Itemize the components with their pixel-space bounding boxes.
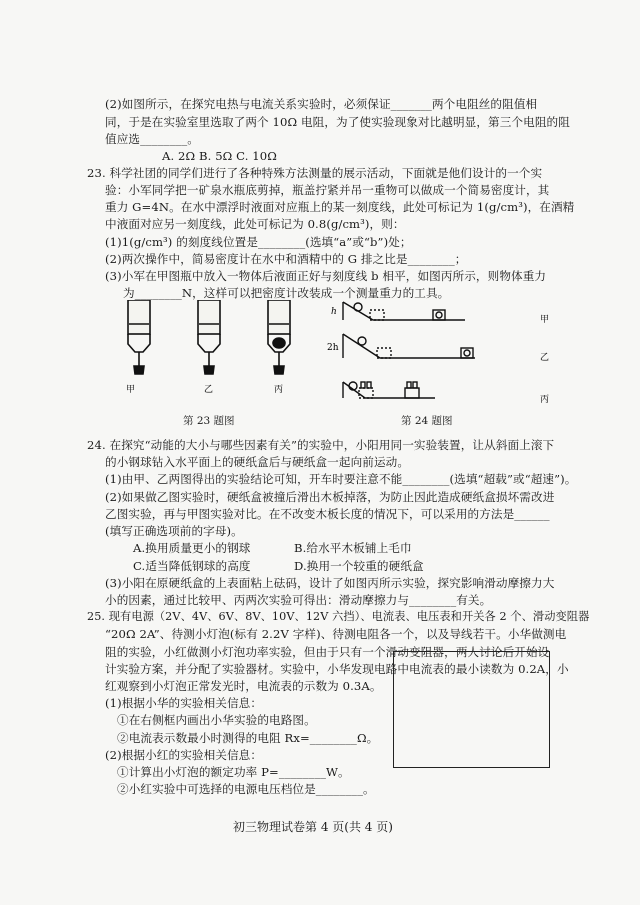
fig24-label-bing: 丙 — [540, 395, 550, 405]
incline-bing — [343, 382, 435, 398]
q24-line1: 24. 在探究“动能的大小与哪些因素有关”的实验中，小阳用同一实验装置，让从斜面上滚下 — [87, 438, 555, 452]
q24-sub2-line3: (填写正确选项前的字母)。 — [105, 524, 243, 538]
q25-sub1b: ②电流表示数最小时测得的电阻 Rx=________Ω。 — [117, 731, 379, 745]
q25-line1: 25. 现有电源（2V、4V、6V、8V、10V、12V 六挡）、电流表、电压表和开关各 2 个、滑动变阻器 — [87, 610, 590, 623]
q25-sub2a: ①计算出小灯泡的额定功率 P=________W。 — [117, 765, 350, 779]
q23-sub3-line2: 为________N，这样可以把密度计改装成一个测量重力的工具。 — [123, 286, 450, 300]
fig24-label-yi: 乙 — [540, 353, 550, 363]
figure-23-caption: 第 23 题图 — [183, 415, 235, 427]
q23-sub3-line1: (3)小军在甲图瓶中放入一物体后液面正好与刻度线 b 相平，如图丙所示，则物体重力 — [105, 269, 547, 283]
q24-sub2-line1: (2)如果做乙图实验时，硬纸盒被撞后滑出木板掉落，为防止因此造成硬纸盒损坏需改进 — [105, 490, 555, 504]
q24-line2: 的小钢球钻入水平面上的硬纸盒后与硬纸盒一起向前运动。 — [105, 455, 410, 469]
q24-option-d: D.换用一个较重的硬纸盒 — [294, 559, 424, 573]
bottle-jia — [128, 300, 150, 374]
q25-line2: “20Ω 2A”、待测小灯泡(标有 2.2V 字样)、待测电阻各一个，以及导线若干。小华做测电 — [105, 627, 567, 641]
page-footer: 初三物理试卷第 4 页(共 4 页) — [233, 820, 393, 834]
q22-part2-line3: 值应选________。 — [105, 132, 199, 146]
circuit-diagram-answer-box[interactable] — [393, 651, 550, 768]
figure-24-inclines — [325, 300, 560, 410]
q23-sub1: (1)1(g/cm³) 的刻度线位置是________(选填“a”或“b”)处； — [105, 235, 412, 249]
fig23-label-yi: 乙 — [204, 385, 214, 395]
fig24-label-jia: 甲 — [540, 315, 550, 325]
q24-sub1: (1)由甲、乙两图得出的实验结论可知，开车时要注意不能________(选填“超载”或“超速”)。 — [105, 472, 577, 486]
incline-jia — [343, 302, 465, 320]
q25-line5: 红观察到小灯泡正常发光时，电流表的示数为 0.3A。 — [105, 679, 382, 693]
q25-line3: 阻的实验，小红做测小灯泡功率实验，但由于只有一个滑动变阻器，两人讨论后开始设 — [105, 645, 550, 659]
q23-line1: 23. 科学社团的同学们进行了各种特殊方法测量的展示活动，下面就是他们设计的一个实 — [87, 166, 543, 180]
q24-option-b: B.给水平木板铺上毛巾 — [294, 541, 412, 555]
q24-sub2-line2: 乙图实验，再与甲图实验对比。在不改变木板长度的情况下，可以采用的方法是______ — [105, 507, 550, 521]
figure-24-caption: 第 24 题图 — [401, 415, 453, 427]
q24-option-a: A.换用质量更小的钢球 — [133, 541, 251, 555]
q24-sub3-line2: 小的因素，通过比较甲、丙两次实验可得出：滑动摩擦力与________有关。 — [105, 593, 492, 607]
bottle-bing — [268, 300, 290, 374]
figure-23-bottles — [100, 300, 330, 400]
q25-line4: 计实验方案，并分配了实验器材。实验中，小华发现电路中电流表的最小读数为 0.2A，小 — [105, 662, 569, 676]
incline-yi — [343, 334, 475, 358]
q23-line3: 重力 G=4N。在水中漂浮时液面对应瓶上的某一刻度线，此处可标记为 1(g/cm³)，在酒精 — [105, 200, 575, 214]
q22-part2-line2: 同，于是在实验室里选取了两个 10Ω 电阻，为了使实验现象对比越明显，第三个电阻的阻 — [105, 115, 570, 129]
q22-options: A. 2Ω B. 5Ω C. 10Ω — [162, 149, 277, 163]
q25-sub2: (2)根据小红的实验相关信息： — [105, 748, 263, 762]
fig23-label-bing: 丙 — [274, 385, 284, 395]
q23-sub2: (2)两次操作中，简易密度计在水中和酒精中的 G 排之比是________； — [105, 252, 467, 266]
q23-line4: 中液面对应另一刻度线，此处可标记为 0.8(g/cm³)，则： — [105, 217, 405, 231]
q25-sub1a: ①在右侧框内画出小华实验的电路图。 — [117, 713, 316, 727]
q22-part2-line1: (2)如图所示，在探究电热与电流关系实验时，必须保证_______两个电阻丝的阻值相 — [105, 97, 538, 111]
q25-sub1: (1)根据小华的实验相关信息： — [105, 696, 263, 710]
q25-sub2b: ②小红实验中可选择的电源电压档位是________。 — [117, 782, 375, 796]
q24-sub3-line1: (3)小阳在原硬纸盒的上表面粘上砝码，设计了如图丙所示实验，探究影响滑动摩擦力大 — [105, 576, 555, 590]
fig24-h-label: h — [331, 307, 337, 317]
fig24-2h-label: 2h — [327, 343, 339, 353]
q24-option-c: C.适当降低钢球的高度 — [133, 559, 251, 573]
fig23-label-jia: 甲 — [126, 385, 136, 395]
q23-line2: 验：小军同学把一矿泉水瓶底剪掉，瓶盖拧紧并吊一重物可以做成一个简易密度计，其 — [105, 183, 550, 197]
bottle-yi — [198, 300, 220, 374]
